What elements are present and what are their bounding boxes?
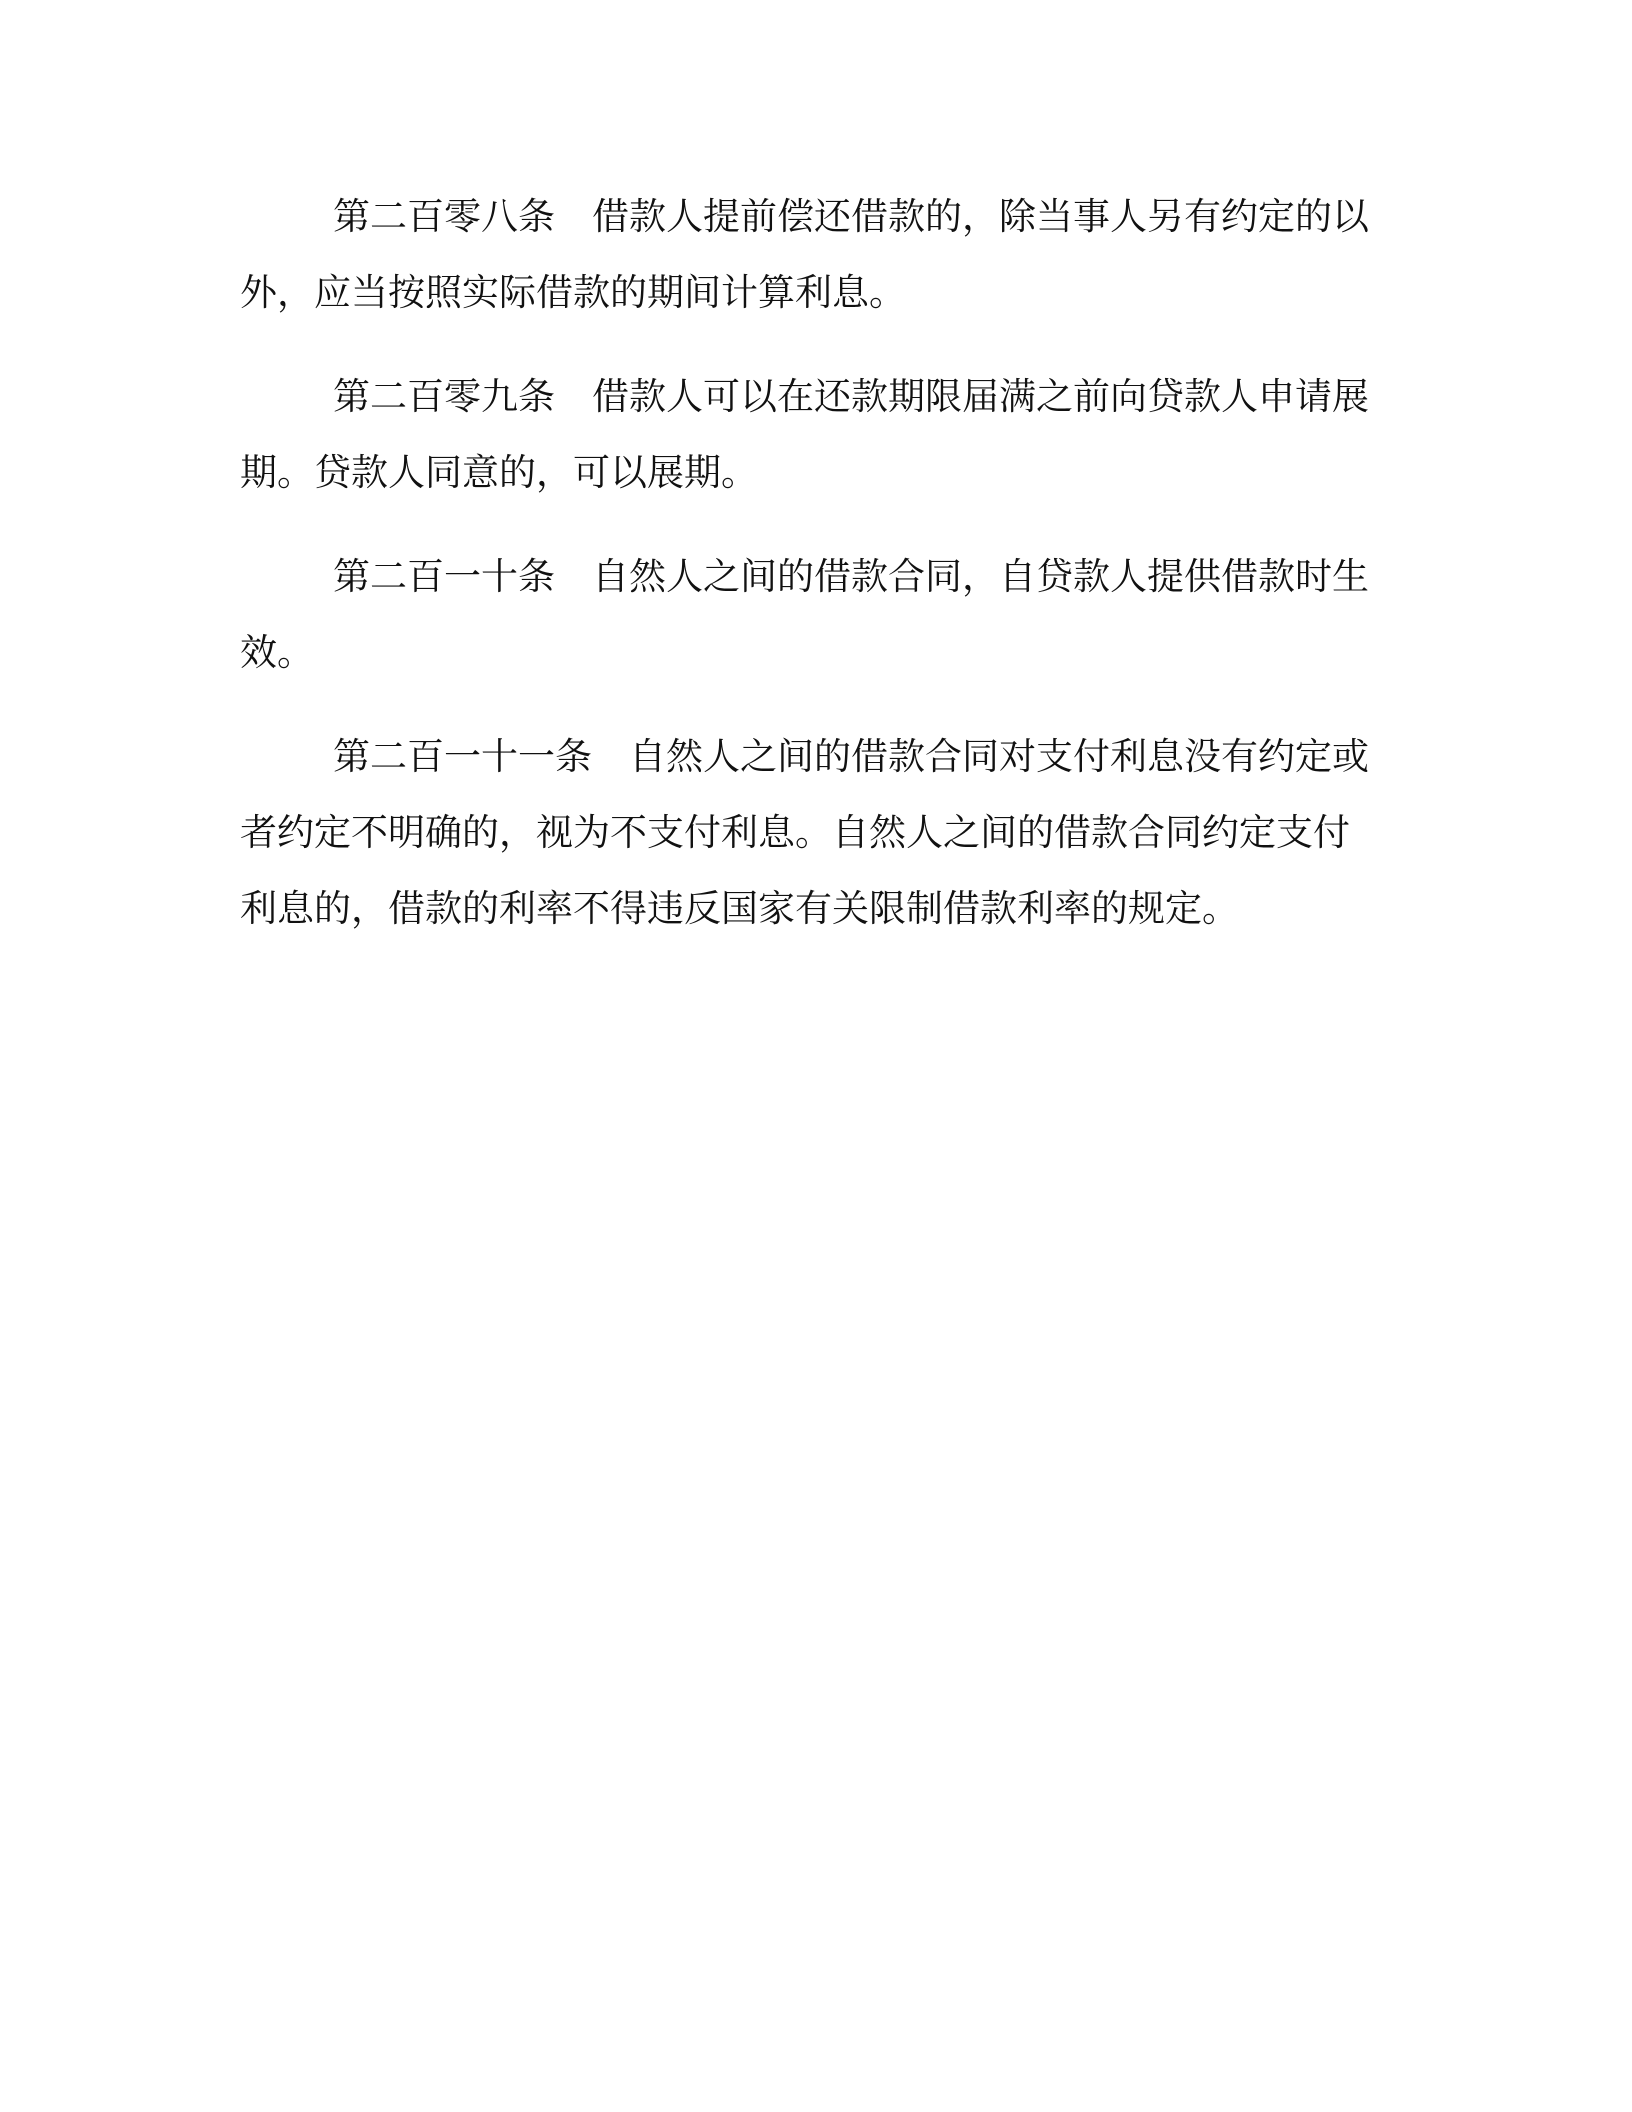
article-208 bbox=[240, 179, 1380, 331]
paragraph-line: 效。 bbox=[240, 631, 314, 674]
paragraph-line: 第二百零九条 借款人可以在还款期限届满之前向贷款人申请展 bbox=[333, 375, 1369, 418]
paragraph-line: 者约定不明确的，视为不支付利息。自然人之间的借款合同约定支付 bbox=[240, 811, 1350, 854]
document-body bbox=[240, 179, 1380, 975]
paragraph-line: 期。贷款人同意的，可以展期。 bbox=[240, 451, 758, 494]
article-209 bbox=[240, 359, 1380, 511]
paragraph-line: 第二百一十条 自然人之间的借款合同，自贷款人提供借款时生 bbox=[333, 555, 1369, 598]
paragraph-line: 外，应当按照实际借款的期间计算利息。 bbox=[240, 271, 906, 314]
article-211 bbox=[240, 719, 1380, 947]
paragraph-line: 第二百一十一条 自然人之间的借款合同对支付利息没有约定或 bbox=[333, 735, 1369, 778]
paragraph-line: 第二百零八条 借款人提前偿还借款的，除当事人另有约定的以 bbox=[333, 195, 1369, 238]
paragraph-line: 利息的，借款的利率不得违反国家有关限制借款利率的规定。 bbox=[240, 887, 1239, 930]
article-210 bbox=[240, 539, 1380, 691]
